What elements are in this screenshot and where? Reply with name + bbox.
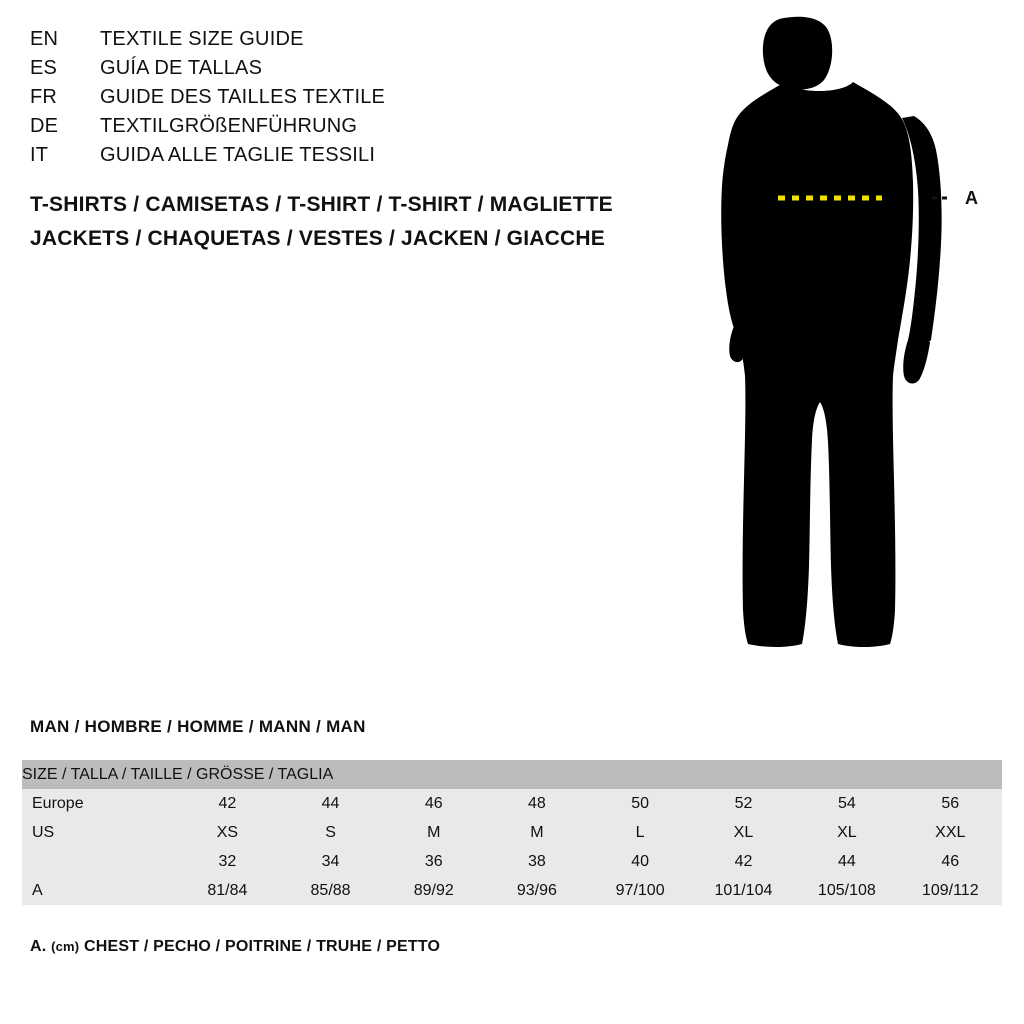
language-code: EN: [30, 28, 59, 50]
language-text: TEXTILGRÖßENFÜHRUNG: [100, 115, 358, 137]
chest-measure-label: A: [965, 188, 978, 208]
table-header-row: [22, 760, 1002, 789]
table-cell: 54: [795, 789, 898, 818]
footnote: [30, 938, 440, 956]
table-title: MAN / HOMBRE / HOMME / MANN / MAN: [30, 717, 366, 736]
table-cell: 101/104: [692, 876, 795, 905]
row-label-europe: Europe: [22, 789, 176, 818]
language-header: [30, 28, 650, 173]
table-cell: 48: [485, 789, 588, 818]
language-row: [30, 144, 650, 173]
body-silhouette-icon: [690, 10, 1010, 680]
table-cell: 97/100: [588, 876, 691, 905]
footnote-unit: (cm): [51, 939, 80, 954]
table-row: [22, 847, 1002, 876]
table-cell: 52: [692, 789, 795, 818]
size-table: [22, 760, 1002, 905]
language-code: ES: [30, 57, 58, 79]
language-row: [30, 57, 650, 86]
language-row: [30, 28, 650, 57]
row-label-us: US: [22, 818, 176, 847]
table-cell: 40: [588, 847, 691, 876]
table-cell: 36: [382, 847, 485, 876]
table-cell: 46: [899, 847, 1002, 876]
table-cell: 42: [176, 789, 279, 818]
table-cell: 44: [279, 789, 382, 818]
table-header-label: SIZE / TALLA / TAILLE / GRÖSSE / TAGLIA: [22, 760, 1002, 789]
table-cell: 32: [176, 847, 279, 876]
garment-line-tshirts: T-SHIRTS / CAMISETAS / T-SHIRT / T-SHIRT / MAGLIETTE: [30, 193, 613, 216]
language-row: [30, 86, 650, 115]
table-cell: 85/88: [279, 876, 382, 905]
row-label-a: A: [22, 876, 176, 905]
language-text: GUIDA ALLE TAGLIE TESSILI: [100, 144, 376, 166]
table-cell: 50: [588, 789, 691, 818]
footnote-text: CHEST / PECHO / POITRINE / TRUHE / PETTO: [83, 938, 441, 955]
table-cell: XL: [795, 818, 898, 847]
language-text: TEXTILE SIZE GUIDE: [100, 28, 304, 50]
table-cell: M: [382, 818, 485, 847]
table-cell: 38: [485, 847, 588, 876]
table-cell: 46: [382, 789, 485, 818]
table-cell: 105/108: [795, 876, 898, 905]
table-cell: 44: [795, 847, 898, 876]
table-cell: S: [279, 818, 382, 847]
language-code: FR: [30, 86, 58, 108]
table-row: [22, 818, 1002, 847]
table-cell: XL: [692, 818, 795, 847]
table-cell: XS: [176, 818, 279, 847]
footnote-prefix: A.: [30, 938, 47, 955]
table-cell: 81/84: [176, 876, 279, 905]
table-cell: XXL: [899, 818, 1002, 847]
table-cell: 89/92: [382, 876, 485, 905]
table-cell: M: [485, 818, 588, 847]
language-text: GUÍA DE TALLAS: [100, 57, 263, 79]
table-row: [22, 789, 1002, 818]
language-code: DE: [30, 115, 59, 137]
male-figure-illustration: [690, 10, 1010, 680]
table-cell: 34: [279, 847, 382, 876]
garment-line-jackets: JACKETS / CHAQUETAS / VESTES / JACKEN / GIACCHE: [30, 227, 605, 250]
table-cell: 56: [899, 789, 1002, 818]
language-text: GUIDE DES TAILLES TEXTILE: [100, 86, 386, 108]
table-cell: L: [588, 818, 691, 847]
table-cell: 109/112: [899, 876, 1002, 905]
language-row: [30, 115, 650, 144]
garment-categories: [30, 188, 670, 256]
table-row: [22, 876, 1002, 905]
table-cell: 93/96: [485, 876, 588, 905]
language-code: IT: [30, 144, 49, 166]
row-label-blank: [22, 847, 176, 876]
table-cell: 42: [692, 847, 795, 876]
